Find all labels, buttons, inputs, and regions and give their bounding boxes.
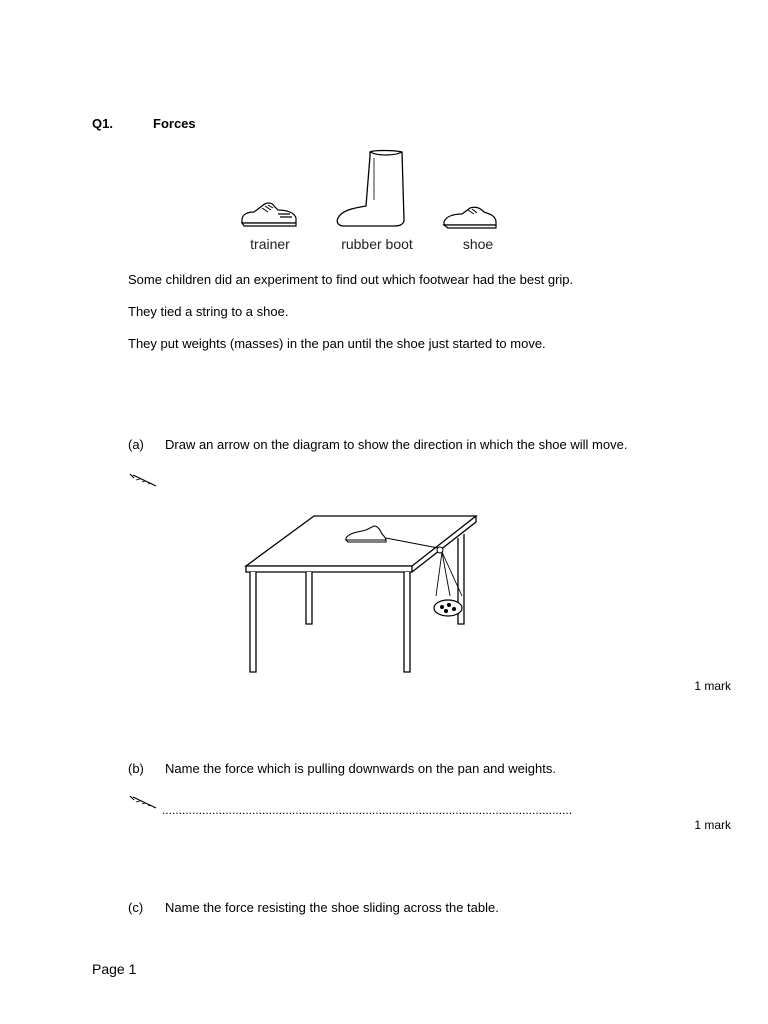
pencil-icon xyxy=(128,794,158,810)
footwear-label-shoe: shoe xyxy=(462,236,494,252)
intro-paragraph-3: They put weights (masses) in the pan until the shoe just started to move. xyxy=(128,336,546,351)
question-number: Q1. xyxy=(92,116,113,131)
intro-paragraph-1: Some children did an experiment to find out which footwear had the best grip. xyxy=(128,272,574,287)
rubber-boot-illustration xyxy=(334,148,410,230)
part-c-letter: (c) xyxy=(128,900,144,915)
part-c-text: Name the force resisting the shoe sliding across the table. xyxy=(165,900,499,915)
intro-paragraph-2: They tied a string to a shoe. xyxy=(128,304,289,319)
shoe-illustration xyxy=(440,204,500,230)
part-b-text: Name the force which is pulling downwards on the pan and weights. xyxy=(165,761,556,776)
part-a-mark: 1 mark xyxy=(694,679,731,693)
trainer-illustration xyxy=(238,196,300,230)
footwear-label-trainer: trainer xyxy=(250,236,290,252)
pencil-icon xyxy=(128,472,158,488)
part-b-letter: (b) xyxy=(128,761,144,776)
part-b-mark: 1 mark xyxy=(694,818,731,832)
footwear-label-rubber-boot: rubber boot xyxy=(341,236,413,252)
table-experiment-diagram[interactable] xyxy=(240,512,480,678)
answer-line-b[interactable]: ........................................................................................................................... xyxy=(162,803,573,817)
page-number: Page 1 xyxy=(92,961,137,977)
question-title: Forces xyxy=(153,116,196,131)
part-a-text: Draw an arrow on the diagram to show the direction in which the shoe will move. xyxy=(165,437,628,452)
part-a-letter: (a) xyxy=(128,437,144,452)
